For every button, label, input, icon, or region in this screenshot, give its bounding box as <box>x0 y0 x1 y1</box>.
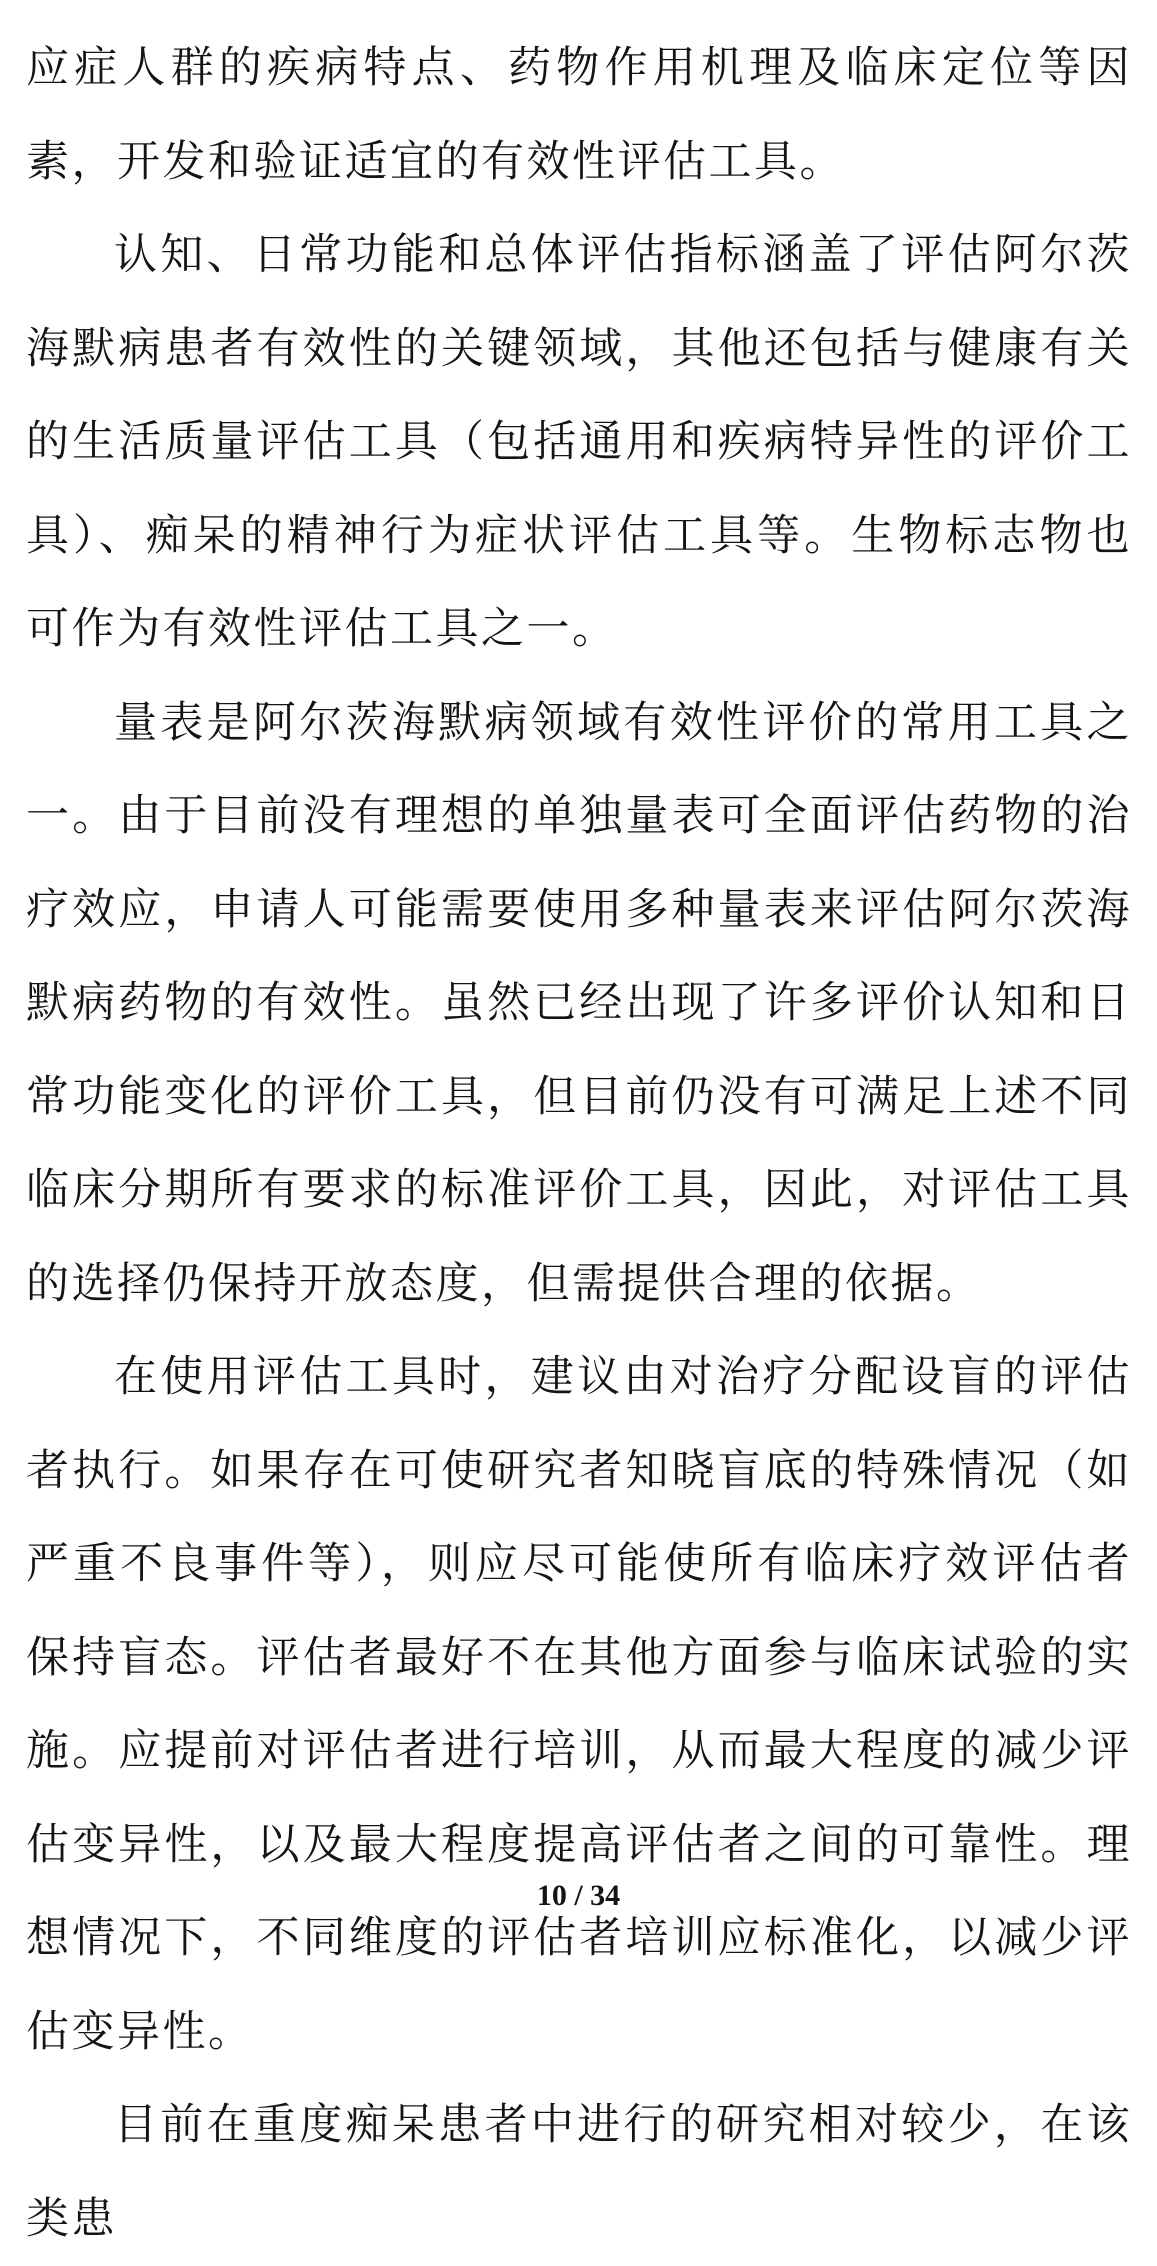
page-number: 10 / 34 <box>536 1879 621 1912</box>
paragraph-2: 认知、日常功能和总体评估指标涵盖了评估阿尔茨海默病患者有效性的关键领域，其他还包括与健康有关的生活质量评估工具（包括通用和疾病特异性的评价工具）、痴呆的精神行为症状评估工具等。生物标志物也可作为有效性评估工具之一。 <box>26 230 1132 654</box>
paragraph-5: 目前在重度痴呆患者中进行的研究相对较少，在该类患 <box>26 2100 1132 2244</box>
paragraph-3: 量表是阿尔茨海默病领域有效性评价的常用工具之一。由于目前没有理想的单独量表可全面评估药物的治疗效应，申请人可能需要使用多种量表来评估阿尔茨海默病药物的有效性。虽然已经出现了许多评价认知和日常功能变化的评价工具，但目前仍没有可满足上述不同临床分期所有要求的标准评价工具，因此，对评估工具的选择仍保持开放态度，但需提供合理的依据。 <box>26 697 1132 1309</box>
paragraph-1: 应症人群的疾病特点、药物作用机理及临床定位等因素，开发和验证适宜的有效性评估工具。 <box>26 43 1132 187</box>
paragraph-4: 在使用评估工具时，建议由对治疗分配设盲的评估者执行。如果存在可使研究者知晓盲底的特殊情况（如严重不良事件等），则应尽可能使所有临床疗效评估者保持盲态。评估者最好不在其他方面参与临床试验的实施。应提前对评估者进行培训，从而最大程度的减少评估变异性，以及最大程度提高评估者之间的可靠性。理想情况下，不同维度的评估者培训应标准化，以减少评估变异性。 <box>26 1352 1132 2057</box>
document-body <box>26 22 1132 2266</box>
